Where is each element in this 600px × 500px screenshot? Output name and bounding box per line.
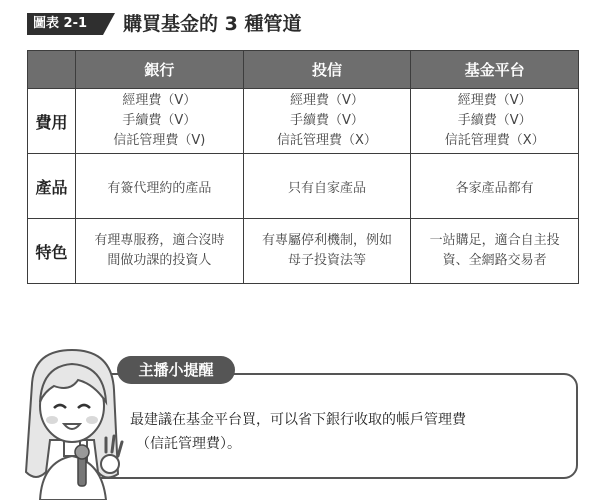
table-row-products (28, 154, 579, 219)
cell-features-investment-trust (243, 219, 411, 284)
cell-features-bank (76, 219, 244, 284)
fee-item: 信託管理費（V) (113, 133, 206, 148)
fee-item: 經理費（V） (122, 93, 197, 108)
host-avatar-illustration (14, 344, 130, 500)
feature-line: 母子投資法等 (287, 253, 366, 268)
tip-text (130, 408, 570, 456)
tip-line: 最建議在基金平台買，可以省下銀行收取的帳戶管理費 (130, 412, 466, 428)
cell-features-fund-platform (411, 219, 579, 284)
table-header-row (28, 51, 579, 89)
row-header-fees: 費用 (28, 89, 76, 154)
feature-line: 有理專服務，適合沒時 (94, 233, 225, 248)
feature-line: 有專屬停利機制，例如 (261, 233, 392, 248)
figure-tag-slant (103, 13, 115, 35)
fee-item: 手續費（V） (457, 113, 532, 128)
table-row-features (28, 219, 579, 284)
fee-item: 經理費（V） (290, 93, 364, 108)
comparison-table (27, 50, 579, 284)
column-header-investment-trust: 投信 (243, 51, 411, 89)
cell-fees-fund-platform (411, 89, 579, 154)
figure-header (27, 10, 573, 38)
figure-tag: 圖表 2-1 (27, 13, 103, 35)
fee-item: 手續費（V） (122, 113, 197, 128)
column-header-bank: 銀行 (76, 51, 244, 89)
cell-products-investment-trust: 只有自家產品 (243, 154, 411, 219)
column-header-fund-platform: 基金平台 (411, 51, 579, 89)
fee-item: 信託管理費（X） (444, 133, 545, 148)
feature-line: 一站購足，適合自主投 (429, 233, 560, 248)
row-header-features: 特色 (28, 219, 76, 284)
tip-line: （信託管理費）。 (136, 436, 241, 452)
figure-title: 購買基金的 3 種管道 (123, 13, 302, 35)
fee-item: 手續費（V） (290, 113, 364, 128)
cell-products-fund-platform: 各家產品都有 (411, 154, 579, 219)
feature-line: 間做功課的投資人 (107, 253, 212, 268)
table-corner-cell (28, 51, 76, 89)
feature-line: 資、全網路交易者 (442, 253, 547, 268)
fee-item: 經理費（V） (457, 93, 532, 108)
cell-products-bank: 有簽代理約的產品 (76, 154, 244, 219)
cell-fees-bank (76, 89, 244, 154)
cell-fees-investment-trust (243, 89, 411, 154)
table-row-fees (28, 89, 579, 154)
tip-label: 主播小提醒 (117, 356, 235, 384)
fee-item: 信託管理費（X） (277, 133, 377, 148)
row-header-products: 產品 (28, 154, 76, 219)
